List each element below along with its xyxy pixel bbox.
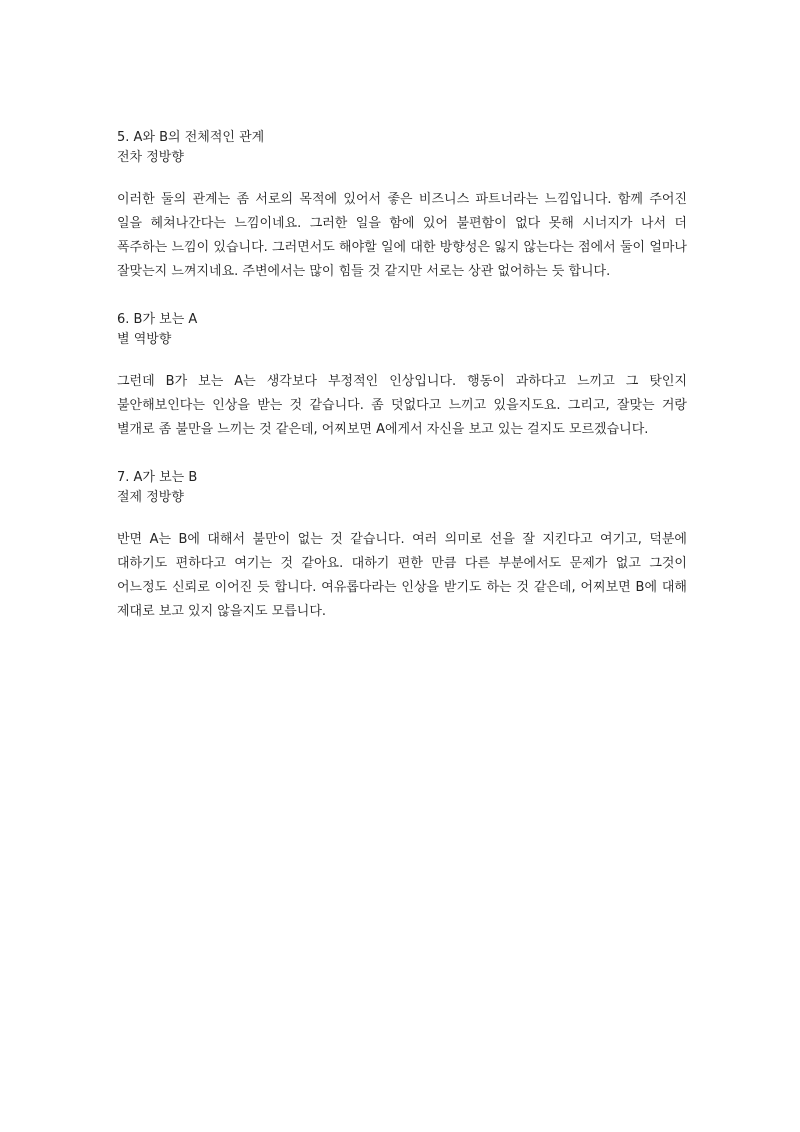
section-paragraph: 이러한 둘의 관계는 좀 서로의 목적에 있어서 좋은 비즈니스 파트너라는 느낌입니다. 함께 주어진 일을 헤쳐나간다는 느낌이네요. 그러한 일을 함에 있어 불편함이 없다 못해 시너지가 나서 더 폭주하는 느낌이 있습니다. 그러면서도 해야할 일에 대한 방향성은 잃지 않는다는 점에서 둘이 얼마나 잘맞는지 느껴지네요. 주변에서는 많이 힘들 것 같지만 서로는 상관 없어하는 듯 합니다. <box>117 192 687 279</box>
document-page <box>117 128 687 650</box>
section-card: 전차 정방향 <box>117 150 184 165</box>
section-6 <box>117 310 687 442</box>
section-paragraph: 그런데 B가 보는 A는 생각보다 부정적인 인상입니다. 행동이 과하다고 느끼고 그 탓인지 불안해보인다는 인상을 받는 것 같습니다. 좀 덧없다고 느끼고 있을지도요. 그리고, 잘맞는 거랑 별개로 좀 불만을 느끼는 것 같은데, 어찌보면 A에게서 자신을 보고 있는 걸지도 모르겠습니다. <box>117 374 687 437</box>
section-paragraph: 반면 A는 B에 대해서 불만이 없는 것 같습니다. 여러 의미로 선을 잘 지킨다고 여기고, 덕분에 대하기도 편하다고 여기는 것 같아요. 대하기 편한 만큼 다른 부분에서도 문제가 없고 그것이 어느정도 신뢰로 이어진 듯 합니다. 여유롭다라는 인상을 받기도 하는 것 같은데, 어찌보면 B에 대해 제대로 보고 있지 않을지도 모릅니다. <box>117 532 687 619</box>
section-title: 6. B가 보는 A <box>117 312 198 327</box>
section-card: 절제 정방향 <box>117 490 184 505</box>
section-card: 별 역방향 <box>117 332 172 347</box>
section-7 <box>117 468 687 624</box>
section-title: 5. A와 B의 전체적인 관계 <box>117 130 265 145</box>
section-title: 7. A가 보는 B <box>117 470 198 485</box>
section-5 <box>117 128 687 284</box>
